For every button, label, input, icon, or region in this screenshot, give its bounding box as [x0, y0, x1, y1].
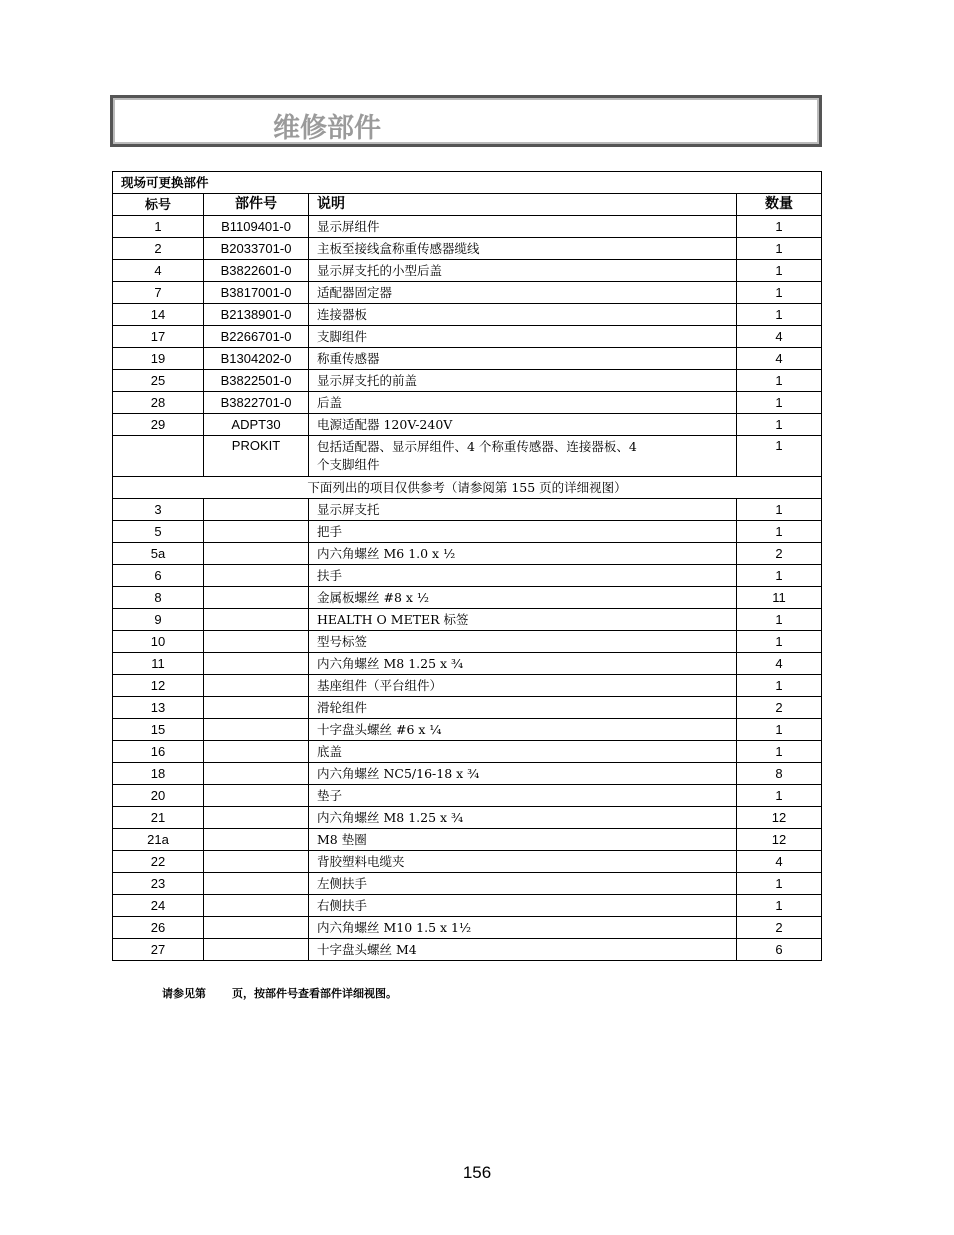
table-row — [113, 587, 822, 609]
header-qty: 数量 — [737, 194, 822, 216]
parts-table — [112, 171, 822, 961]
table-row — [113, 304, 822, 326]
cell-part: B3822501-0 — [204, 370, 309, 392]
cell-desc: 内六角螺丝 M6 1.0 x ½ — [309, 543, 737, 565]
table-row — [113, 763, 822, 785]
cell-desc — [309, 436, 737, 477]
cell-qty: 1 — [737, 260, 822, 282]
cell-desc: 显示屏支托的小型后盖 — [309, 260, 737, 282]
cell-desc: 底盖 — [309, 741, 737, 763]
table-row — [113, 370, 822, 392]
cell-part — [204, 741, 309, 763]
cell-desc-line1: 包括适配器、显示屏组件、4 个称重传感器、连接器板、4 — [317, 439, 637, 454]
cell-qty: 4 — [737, 348, 822, 370]
parts-table-body — [113, 172, 822, 961]
cell-part: B3822601-0 — [204, 260, 309, 282]
cell-part: PROKIT — [204, 436, 309, 477]
table-header-row — [113, 194, 822, 216]
cell-no: 14 — [113, 304, 204, 326]
cell-qty: 1 — [737, 304, 822, 326]
cell-qty: 1 — [737, 216, 822, 238]
table-row — [113, 917, 822, 939]
table-row — [113, 631, 822, 653]
cell-part: B3822701-0 — [204, 392, 309, 414]
cell-no: 1 — [113, 216, 204, 238]
cell-desc: 显示屏组件 — [309, 216, 737, 238]
cell-qty: 2 — [737, 543, 822, 565]
table-row — [113, 807, 822, 829]
cell-desc: 滑轮组件 — [309, 697, 737, 719]
cell-no: 26 — [113, 917, 204, 939]
reference-note-row — [113, 477, 822, 499]
cell-no: 28 — [113, 392, 204, 414]
cell-part — [204, 807, 309, 829]
cell-desc: HEALTH O METER 标签 — [309, 609, 737, 631]
table-section-title: 现场可更换部件 — [113, 172, 822, 194]
table-row-prokit — [113, 436, 822, 477]
cell-desc: 显示屏支托 — [309, 499, 737, 521]
cell-no: 9 — [113, 609, 204, 631]
cell-part — [204, 785, 309, 807]
table-row — [113, 873, 822, 895]
cell-desc-line2: 个支脚组件 — [317, 457, 380, 472]
cell-qty: 1 — [737, 392, 822, 414]
cell-part — [204, 609, 309, 631]
cell-part — [204, 543, 309, 565]
cell-desc: 十字盘头螺丝 #6 x ¼ — [309, 719, 737, 741]
cell-qty: 6 — [737, 939, 822, 961]
cell-part: ADPT30 — [204, 414, 309, 436]
table-row — [113, 785, 822, 807]
table-row — [113, 829, 822, 851]
cell-qty: 1 — [737, 873, 822, 895]
cell-qty: 1 — [737, 895, 822, 917]
cell-no: 5 — [113, 521, 204, 543]
cell-no: 18 — [113, 763, 204, 785]
cell-desc: 内六角螺丝 M8 1.25 x ¾ — [309, 807, 737, 829]
cell-no: 16 — [113, 741, 204, 763]
cell-desc: 内六角螺丝 M8 1.25 x ¾ — [309, 653, 737, 675]
cell-desc: 主板至接线盒称重传感器缆线 — [309, 238, 737, 260]
table-row — [113, 414, 822, 436]
cell-desc: 十字盘头螺丝 M4 — [309, 939, 737, 961]
cell-qty: 1 — [737, 370, 822, 392]
cell-part — [204, 873, 309, 895]
table-row — [113, 521, 822, 543]
cell-no: 25 — [113, 370, 204, 392]
table-row — [113, 719, 822, 741]
cell-desc: 适配器固定器 — [309, 282, 737, 304]
cell-desc: 把手 — [309, 521, 737, 543]
table-row — [113, 851, 822, 873]
cell-no: 8 — [113, 587, 204, 609]
table-row — [113, 238, 822, 260]
cell-part — [204, 895, 309, 917]
table-row — [113, 653, 822, 675]
cell-desc: 扶手 — [309, 565, 737, 587]
cell-no: 13 — [113, 697, 204, 719]
cell-qty: 4 — [737, 326, 822, 348]
cell-desc: 称重传感器 — [309, 348, 737, 370]
cell-desc: 内六角螺丝 NC5/16-18 x ¾ — [309, 763, 737, 785]
cell-desc: 左侧扶手 — [309, 873, 737, 895]
cell-part — [204, 631, 309, 653]
table-row — [113, 741, 822, 763]
cell-qty: 12 — [737, 829, 822, 851]
cell-no: 10 — [113, 631, 204, 653]
cell-qty: 1 — [737, 609, 822, 631]
table-row — [113, 216, 822, 238]
cell-no: 21a — [113, 829, 204, 851]
cell-desc: 垫子 — [309, 785, 737, 807]
cell-desc: 支脚组件 — [309, 326, 737, 348]
cell-no: 24 — [113, 895, 204, 917]
cell-desc: 金属板螺丝 #8 x ½ — [309, 587, 737, 609]
cell-qty: 1 — [737, 675, 822, 697]
cell-no: 5a — [113, 543, 204, 565]
cell-part — [204, 939, 309, 961]
cell-part: B3817001-0 — [204, 282, 309, 304]
cell-desc: 电源适配器 120V-240V — [309, 414, 737, 436]
header-desc: 说明 — [309, 194, 737, 216]
cell-part — [204, 763, 309, 785]
table-row — [113, 895, 822, 917]
cell-qty: 1 — [737, 282, 822, 304]
cell-no: 23 — [113, 873, 204, 895]
header-part: 部件号 — [204, 194, 309, 216]
cell-part — [204, 499, 309, 521]
cell-qty: 12 — [737, 807, 822, 829]
header-no: 标号 — [113, 194, 204, 216]
cell-part — [204, 829, 309, 851]
cell-part — [204, 917, 309, 939]
cell-no: 6 — [113, 565, 204, 587]
table-section-row — [113, 172, 822, 194]
cell-qty: 1 — [737, 565, 822, 587]
cell-qty: 4 — [737, 851, 822, 873]
table-row — [113, 543, 822, 565]
table-row — [113, 675, 822, 697]
table-row — [113, 348, 822, 370]
cell-part — [204, 675, 309, 697]
cell-qty: 1 — [737, 631, 822, 653]
cell-desc: 背胶塑料电缆夹 — [309, 851, 737, 873]
table-row — [113, 326, 822, 348]
cell-qty: 1 — [737, 741, 822, 763]
section-title-box — [110, 95, 822, 147]
cell-qty: 1 — [737, 238, 822, 260]
cell-desc: M8 垫圈 — [309, 829, 737, 851]
table-row — [113, 609, 822, 631]
cell-qty: 1 — [737, 785, 822, 807]
cell-no: 15 — [113, 719, 204, 741]
cell-desc: 内六角螺丝 M10 1.5 x 1½ — [309, 917, 737, 939]
cell-part: B1109401-0 — [204, 216, 309, 238]
footnote — [162, 985, 397, 1001]
cell-no: 29 — [113, 414, 204, 436]
cell-no: 27 — [113, 939, 204, 961]
cell-no: 22 — [113, 851, 204, 873]
cell-part — [204, 697, 309, 719]
cell-part: B1304202-0 — [204, 348, 309, 370]
cell-qty: 2 — [737, 917, 822, 939]
cell-no: 21 — [113, 807, 204, 829]
footnote-part2: 页，按部件号查看部件详细视图。 — [232, 987, 397, 1000]
cell-part — [204, 851, 309, 873]
cell-no: 19 — [113, 348, 204, 370]
cell-part: B2266701-0 — [204, 326, 309, 348]
table-row — [113, 499, 822, 521]
table-row — [113, 565, 822, 587]
table-row — [113, 939, 822, 961]
footnote-part1: 请参见第 — [162, 987, 206, 1000]
table-row — [113, 260, 822, 282]
cell-part — [204, 587, 309, 609]
cell-qty: 1 — [737, 719, 822, 741]
table-row — [113, 392, 822, 414]
cell-qty: 1 — [737, 499, 822, 521]
cell-no: 2 — [113, 238, 204, 260]
cell-qty: 2 — [737, 697, 822, 719]
cell-part — [204, 719, 309, 741]
cell-no: 11 — [113, 653, 204, 675]
cell-desc: 后盖 — [309, 392, 737, 414]
cell-part: B2033701-0 — [204, 238, 309, 260]
cell-part — [204, 521, 309, 543]
cell-qty: 1 — [737, 436, 822, 477]
cell-qty: 1 — [737, 521, 822, 543]
cell-desc: 基座组件（平台组件） — [309, 675, 737, 697]
cell-part — [204, 653, 309, 675]
reference-note: 下面列出的项目仅供参考（请参阅第 155 页的详细视图） — [113, 477, 822, 499]
cell-desc: 型号标签 — [309, 631, 737, 653]
cell-no: 12 — [113, 675, 204, 697]
cell-no: 7 — [113, 282, 204, 304]
table-row — [113, 697, 822, 719]
cell-desc: 右侧扶手 — [309, 895, 737, 917]
cell-qty: 11 — [737, 587, 822, 609]
table-row — [113, 282, 822, 304]
cell-desc: 连接器板 — [309, 304, 737, 326]
cell-qty: 8 — [737, 763, 822, 785]
cell-qty: 1 — [737, 414, 822, 436]
cell-part: B2138901-0 — [204, 304, 309, 326]
cell-no — [113, 436, 204, 477]
cell-no: 17 — [113, 326, 204, 348]
cell-part — [204, 565, 309, 587]
page-number: 156 — [462, 1163, 492, 1182]
cell-desc: 显示屏支托的前盖 — [309, 370, 737, 392]
cell-no: 20 — [113, 785, 204, 807]
cell-no: 3 — [113, 499, 204, 521]
page-title: 维修部件 — [273, 113, 381, 144]
cell-no: 4 — [113, 260, 204, 282]
cell-qty: 4 — [737, 653, 822, 675]
